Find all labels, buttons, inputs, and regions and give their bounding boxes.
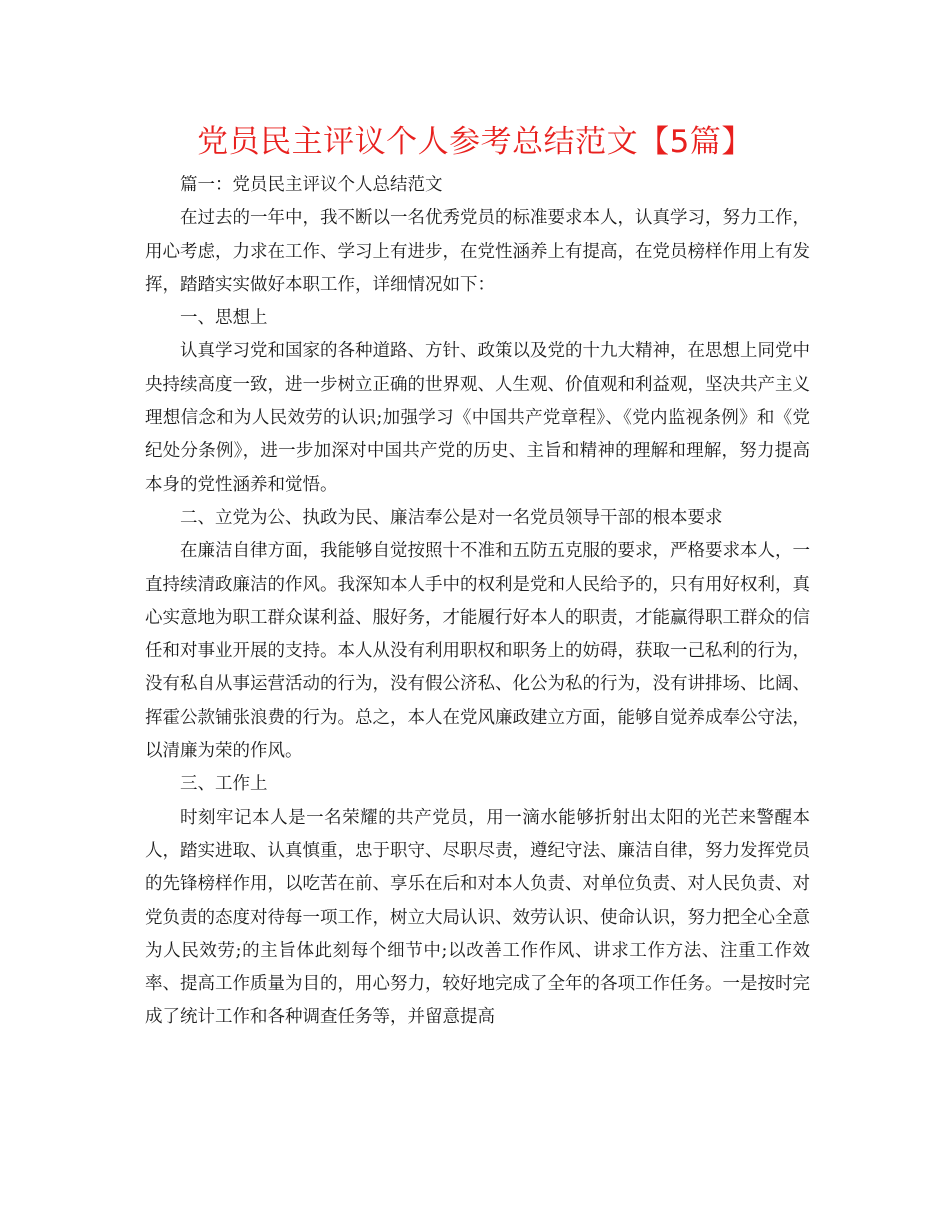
paragraph-heading: 一、思想上 [180,308,268,329]
paragraph: 时刻牢记本人是一名荣耀的共产党员，用一滴水能够折射出太阳的光芒来警醒本人，踏实进取、认真慎重，忠于职守、尽职尽责，遵纪守法、廉洁自律，努力发挥党员的先锋榜样作用，以吃苦在前、享乐在后和对本人负责、对单位负责、对人民负责、对党负责的态度对待每一项工作，树立大局认识、效劳认识、使命认识，努力把全心全意为人民效劳;的主旨体此刻每个细节中;以改善工作作风、讲求工作方法、注重工作效率、提高工作质量为目的，用心努力，较好地完成了全年的各项工作任务。一是按时完成了统计工作和各种调查任务等，并留意提高 [145,807,810,1028]
paragraph: 在廉洁自律方面，我能够自觉按照十不准和五防五克服的要求，严格要求本人，一直持续清政廉洁的作风。我深知本人手中的权利是党和人民给予的，只有用好权利，真心实意地为职工群众谋利益、服好务，才能履行好本人的职责，才能赢得职工群众的信任和对事业开展的支持。本人从没有利用职权和职务上的妨碍，获取一己私利的行为，没有私自从事运营活动的行为，没有假公济私、化公为私的行为，没有讲排场、比阔、挥霍公款铺张浪费的行为。总之，本人在党风廉政建立方面，能够自觉养成奉公守法，以清廉为荣的作风。 [145,541,810,762]
paragraph: 认真学习党和国家的各种道路、方针、政策以及党的十九大精神，在思想上同党中央持续高度一致，进一步树立正确的世界观、人生观、价值观和利益观，坚决共产主义理想信念和为人民效劳的认识;加强学习《中国共产党章程》、《党内监视条例》和《党纪处分条例》，进一步加深对中国共产党的历史、主旨和精神的理解和理解，努力提高本身的党性涵养和觉悟。 [145,341,810,495]
paragraph-section-heading: 篇一：党员民主评议个人总结范文 [180,175,443,195]
document-body [145,169,810,1035]
document-title: 党员民主评议个人参考总结范文【5篇】 [197,124,753,160]
paragraph-heading: 二、立党为公、执政为民、廉洁奉公是对一名党员领导干部的根本要求 [180,507,723,528]
paragraph-heading: 三、工作上 [180,774,268,795]
paragraph: 在过去的一年中，我不断以一名优秀党员的标准要求本人，认真学习，努力工作，用心考虑，力求在工作、学习上有进步，在党性涵养上有提高，在党员榜样作用上有发挥，踏踏实实做好本职工作，详细情况如下： [145,208,810,295]
